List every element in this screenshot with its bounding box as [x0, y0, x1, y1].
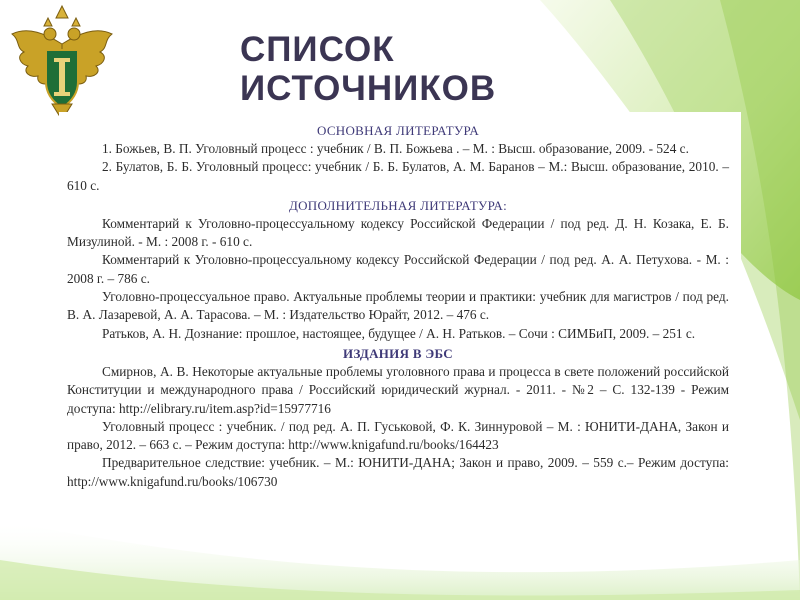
bib-entry: Комментарий к Уголовно-процессуальному кодексу Российской Федерации / под ред. А. А. Петухова. - М. : 2008 г. – 786 с. — [67, 252, 729, 286]
bib-entry: 2. Булатов, Б. Б. Уголовный процесс: учебник / Б. Б. Булатов, А. М. Баранов – М.: Высш. образование, 2010. – 610 с. — [67, 159, 729, 193]
bib-entry: Уголовно-процессуальное право. Актуальные проблемы теории и практики: учебник для магистров / под ред. В. А. Лазаревой, А. А. Тарасова. – М. : Издательство Юрайт, 2012. – 476 с. — [67, 289, 729, 323]
bib-entry: Уголовный процесс : учебник. / под ред. А. П. Гуськовой, Ф. К. Зиннуровой – М. : ЮНИТИ-ДАНА, Закон и право, 2012. – 663 с. – Режим доступа: http://www.knigafund.ru/books/164423 — [67, 418, 729, 453]
bib-entry: Предварительное следствие: учебник. – М.: ЮНИТИ-ДАНА; Закон и право, 2009. – 559 с.– Режим доступа: http://www.knigafund.ru/books/106730 — [67, 455, 729, 489]
slide-title-line2: ИСТОЧНИКОВ — [240, 69, 497, 108]
double-headed-eagle-emblem — [6, 4, 118, 124]
bib-entry: 1. Божьев, В. П. Уголовный процесс : учебник / В. П. Божьева . – М. : Высш. образование, 2009. - 524 с. — [102, 141, 689, 156]
section-heading-ebs: ИЗДАНИЯ В ЭБС — [343, 345, 453, 361]
section-heading-main: ОСНОВНАЯ ЛИТЕРАТУРА — [316, 123, 480, 138]
slide-title — [240, 30, 496, 108]
section-heading-additional: ДОПОЛНИТЕЛЬНАЯ ЛИТЕРАТУРА: — [288, 197, 508, 213]
bib-entry: Ратьков, А. Н. Дознание: прошлое, настоящее, будущее / А. Н. Ратьков. – Сочи : СИМБиП, 2009. – 251 с. — [102, 325, 696, 341]
slide-title-line1: СПИСОК — [240, 30, 395, 69]
bib-entry: Смирнов, А. В. Некоторые актуальные проблемы уголовного права и процесса в свете положений российской Конституции и международного права / Российский юридический журнал. - 2011. - №2 – С. 132-139 - Режим доступа: http://elibrary.ru/item.asp?id=15977716 — [67, 363, 729, 416]
bibliography-panel — [59, 112, 741, 532]
bib-entry: Комментарий к Уголовно-процессуальному кодексу Российской Федерации / под ред. Д. Н. Козака, Е. Б. Мизулиной. - М. : 2008 г. - 610 с. — [67, 215, 729, 250]
